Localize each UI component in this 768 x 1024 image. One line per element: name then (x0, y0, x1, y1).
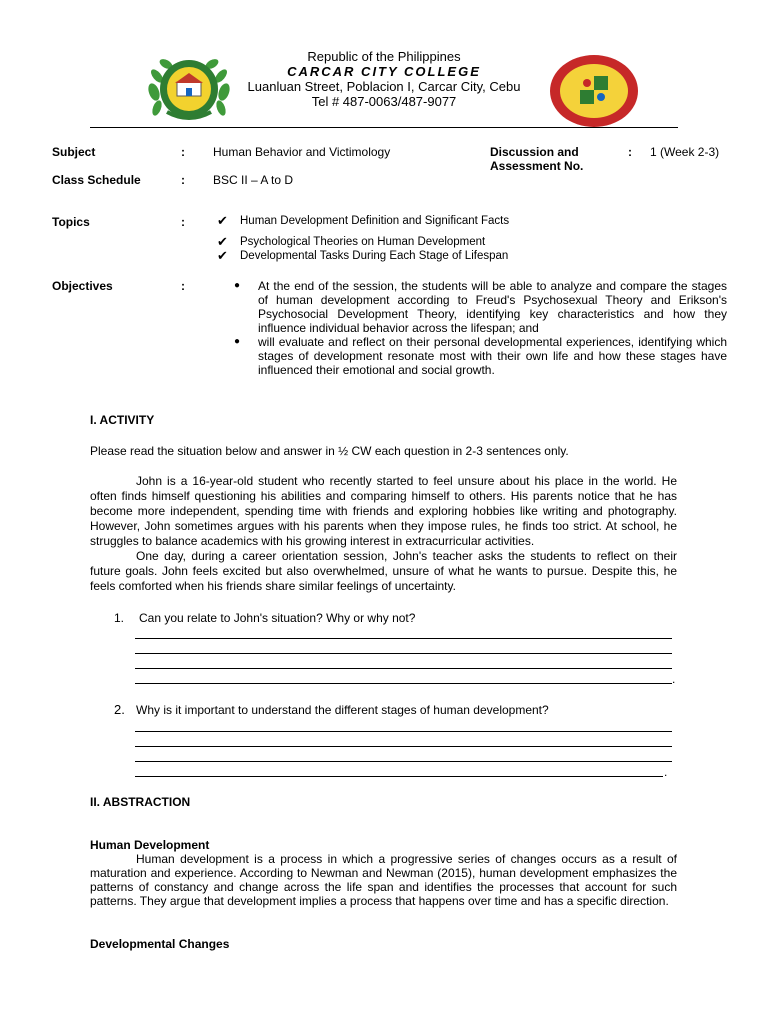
bullet-icon: ● (234, 336, 241, 347)
discussion-value: 1 (Week 2-3) (650, 145, 720, 159)
human-development-subheading: Human Development (90, 838, 210, 852)
check-icon: ✔ (217, 213, 228, 228)
objectives-label: Objectives (52, 279, 113, 293)
header-divider (90, 127, 678, 128)
developmental-changes-subheading: Developmental Changes (90, 937, 230, 951)
activity-heading: I. ACTIVITY (90, 413, 155, 427)
question-text: Can you relate to John's situation? Why or why not? (139, 611, 416, 625)
topic-item: Psychological Theories on Human Development (240, 236, 486, 248)
answer-line (135, 653, 672, 654)
story-paragraph-2: One day, during a career orientation session, John's teacher asks the students to reflect on their future goals. John feels excited but also overwhelmed, unsure of what he wants to pursue. Despite this, he feels comforted when his friends share similar feelings of uncertainty. (90, 549, 677, 593)
schedule-colon: : (181, 173, 185, 187)
discussion-label-line2: Assessment No. (490, 159, 584, 173)
subject-value: Human Behavior and Victimology (213, 145, 391, 159)
activity-instruction: Please read the situation below and answer in ½ CW each question in 2-3 sentences only. (90, 444, 569, 458)
subject-colon: : (181, 145, 185, 159)
question-number: 2. (114, 702, 125, 717)
abstraction-heading: II. ABSTRACTION (90, 795, 191, 809)
header-republic: Republic of the Philippines (307, 49, 461, 64)
objectives-colon: : (181, 279, 185, 293)
answer-line (135, 776, 663, 777)
objective-item: At the end of the session, the students will be able to analyze and compare the stages of human development according to Freud's Psychosexual Theory and Erikson's Psychosocial Development Theory, identifying key characteristics and how they influence individual behavior across the lifespan; and (258, 279, 727, 335)
answer-period: . (664, 765, 668, 779)
answer-line (135, 761, 672, 762)
discussion-colon: : (628, 145, 632, 159)
answer-line (135, 683, 672, 684)
header-college-name: CARCAR CITY COLLEGE (287, 64, 481, 79)
discussion-label-line1: Discussion and (490, 145, 579, 159)
question-text: Why is it important to understand the different stages of human development? (136, 703, 549, 717)
subject-label: Subject (52, 145, 96, 159)
topic-item: Human Development Definition and Significant Facts (240, 215, 510, 227)
city-seal-logo (548, 54, 640, 128)
story-paragraph-1: John is a 16-year-old student who recently started to feel unsure about his place in the world. He often finds himself questioning his abilities and comparing himself to others. His parents notice that he has become more independent, spending time with friends and exploring hobbies like writing and photography. However, John sometimes argues with his parents when they impose rules, he finds too strict. At school, he struggles to balance academics with his growing interest in extracurricular activities. (90, 474, 677, 548)
topics-colon: : (181, 215, 185, 229)
answer-period: . (672, 672, 676, 686)
check-icon: ✔ (217, 248, 228, 263)
answer-line (135, 668, 672, 669)
header-address: Luanluan Street, Poblacion I, Carcar City, Cebu (247, 79, 521, 94)
schedule-label: Class Schedule (52, 173, 141, 187)
topic-item: Developmental Tasks During Each Stage of Lifespan (240, 250, 509, 262)
topics-label: Topics (52, 215, 90, 229)
header-telephone: Tel # 487-0063/487-9077 (311, 94, 457, 109)
bullet-icon: ● (234, 280, 241, 291)
schedule-value: BSC II – A to D (213, 173, 294, 187)
objective-item: will evaluate and reflect on their personal developmental experiences, identifying which stages of development resonate most with their own life and how these stages have influenced their emotional and social growth. (258, 335, 727, 377)
check-icon: ✔ (217, 234, 228, 249)
question-number: 1. (114, 611, 125, 625)
answer-line (135, 638, 672, 639)
answer-line (135, 746, 672, 747)
human-development-paragraph: Human development is a process in which a progressive series of changes occurs as a result of maturation and experience. According to Newman and Newman (2015), human development emphasizes the patterns of constancy and change across the life span and identifies the processes that account for such patterns. They argue that development implies a process that happens over time and has a specific direction. (90, 852, 677, 908)
answer-line (135, 731, 672, 732)
